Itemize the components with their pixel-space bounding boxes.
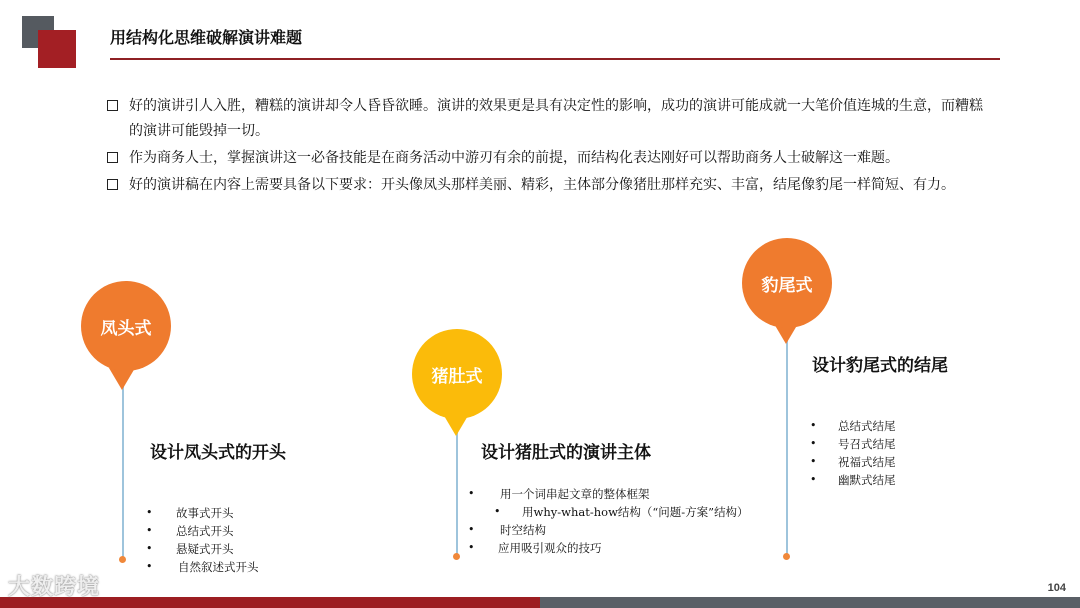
list-item: • 幽默式结尾 bbox=[810, 473, 896, 487]
checkbox-icon bbox=[107, 152, 118, 163]
belly-heading: 设计猪肚式的演讲主体 bbox=[481, 443, 651, 463]
list-bullet: • bbox=[810, 419, 817, 432]
head-list bbox=[146, 504, 259, 576]
list-item: • 用一个词串起文章的整体框架 bbox=[468, 487, 650, 501]
belly-list bbox=[468, 485, 749, 557]
list-item: • 祝福式结尾 bbox=[810, 455, 896, 469]
tail-pin-label: 豹尾式 bbox=[761, 275, 813, 296]
bullet-text: 好的演讲引人入胜，糟糕的演讲却令人昏昏欲睡。演讲的效果更是具有决定性的影响，成功的演讲可能成就一大笔价值连城的生意，而糟糕的演讲可能毁掉一切。 bbox=[129, 98, 983, 139]
list-item: • 悬疑式开头 bbox=[146, 542, 234, 556]
head-pin bbox=[81, 281, 171, 371]
list-item: • 号召式结尾 bbox=[810, 437, 896, 451]
tail-stem bbox=[786, 336, 788, 556]
list-item: • 总结式结尾 bbox=[810, 419, 896, 433]
belly-stem-dot bbox=[453, 553, 460, 560]
list-bullet: • bbox=[810, 437, 817, 450]
list-item: • 用why-what-how结构（“问题-方案”结构） bbox=[494, 505, 749, 519]
list-bullet: • bbox=[810, 473, 817, 486]
list-bullet: • bbox=[146, 506, 153, 519]
list-bullet: • bbox=[468, 541, 475, 554]
head-pin-label: 凤头式 bbox=[100, 318, 152, 339]
bullet-text: 好的演讲稿在内容上需要具备以下要求：开头像凤头那样美丽、精彩，主体部分像猪肚那样充实、丰富，结尾像豹尾一样简短、有力。 bbox=[129, 177, 955, 193]
list-item: • 应用吸引观众的技巧 bbox=[468, 541, 602, 555]
watermark-logo: 大数跨境 bbox=[8, 574, 101, 599]
list-bullet: • bbox=[468, 487, 475, 500]
list-item: • 总结式开头 bbox=[146, 524, 234, 538]
corner-square-red bbox=[38, 30, 76, 68]
head-pin-tip bbox=[109, 368, 135, 390]
list-item: • 故事式开头 bbox=[146, 506, 234, 520]
list-item: • 时空结构 bbox=[468, 523, 546, 537]
bullet-text: 作为商务人士，掌握演讲这一必备技能是在商务活动中游刃有余的前提，而结构化表达刚好可以帮助商务人士破解这一难题。 bbox=[129, 150, 899, 166]
list-bullet: • bbox=[146, 542, 153, 555]
bullet-item bbox=[105, 146, 995, 171]
tail-pin bbox=[742, 238, 832, 328]
bullet-item bbox=[105, 94, 995, 144]
bullet-item bbox=[105, 173, 995, 198]
list-bullet: • bbox=[146, 560, 153, 573]
list-item: • 自然叙述式开头 bbox=[146, 560, 259, 574]
tail-list bbox=[810, 417, 896, 489]
belly-pin-label: 猪肚式 bbox=[431, 366, 483, 387]
head-heading: 设计凤头式的开头 bbox=[150, 443, 286, 463]
title-divider bbox=[110, 58, 1000, 60]
page-number: 104 bbox=[1047, 582, 1066, 594]
list-bullet: • bbox=[146, 524, 153, 537]
belly-pin bbox=[412, 329, 502, 419]
belly-stem bbox=[456, 430, 458, 556]
page-title: 用结构化思维破解演讲难题 bbox=[110, 28, 303, 47]
head-stem-dot bbox=[119, 556, 126, 563]
tail-heading: 设计豹尾式的结尾 bbox=[812, 356, 948, 376]
head-stem bbox=[122, 386, 124, 558]
list-bullet: • bbox=[810, 455, 817, 468]
list-bullet: • bbox=[468, 523, 475, 536]
list-bullet: • bbox=[494, 505, 501, 518]
checkbox-icon bbox=[107, 100, 118, 111]
tail-stem-dot bbox=[783, 553, 790, 560]
checkbox-icon bbox=[107, 179, 118, 190]
bullet-list bbox=[105, 94, 995, 200]
